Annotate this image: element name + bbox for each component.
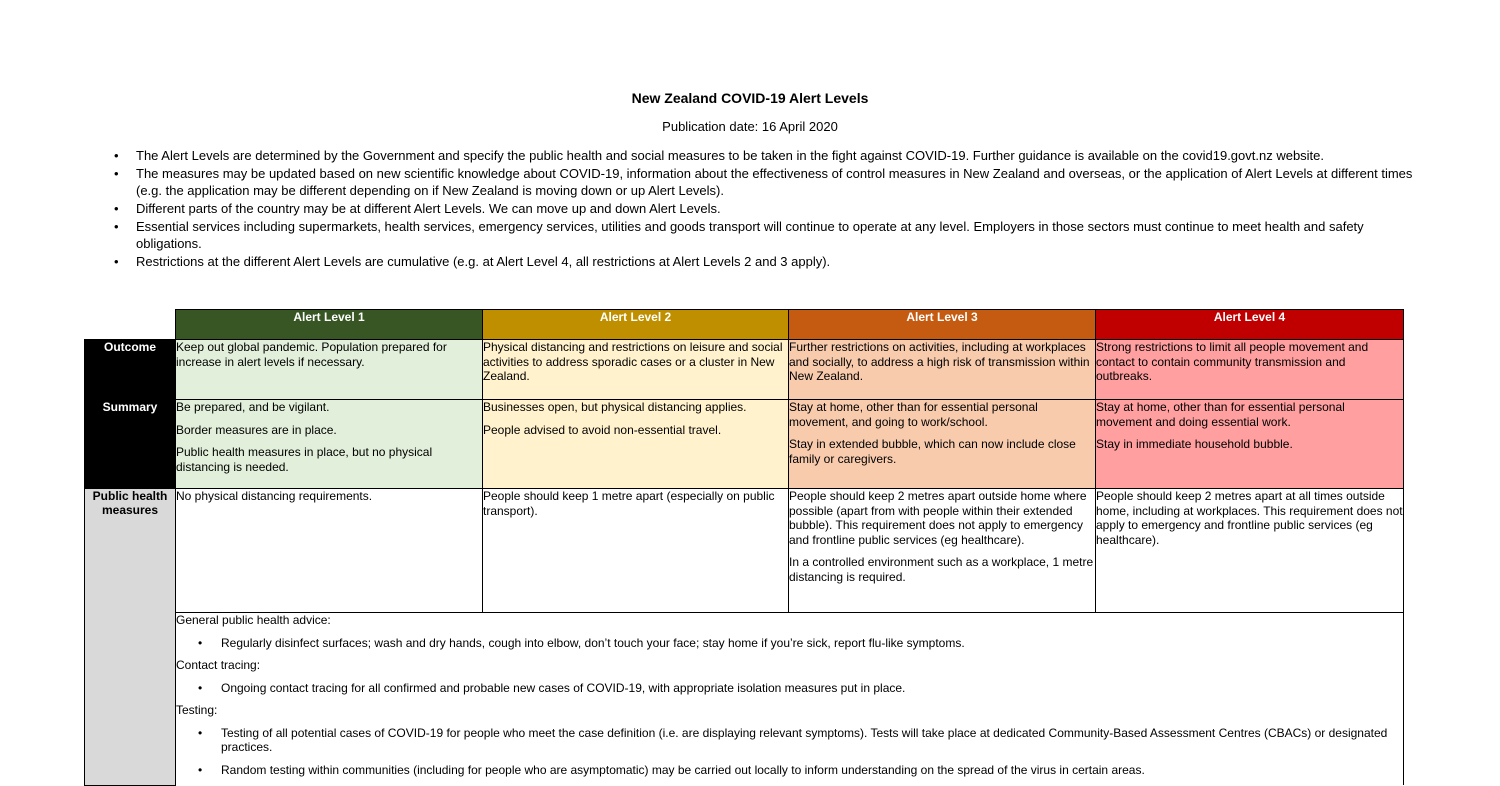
cell-text: Stay at home, other than for essential personal movement and doing essential work.	[1096, 400, 1345, 429]
cell-text: People should keep 1 metre apart (especially on public transport).	[483, 489, 775, 518]
cell-text: Public health measures in place, but no physical distancing is needed.	[176, 445, 433, 474]
cell-text: Strong restrictions to limit all people movement and contact to contain community transmission and outbreaks.	[1096, 340, 1369, 383]
document-title: New Zealand COVID-19 Alert Levels	[631, 90, 869, 106]
table-row-public-health	[85, 489, 1404, 613]
cell-text: Physical distancing and restrictions on leisure and social activities to address sporadic cases or a cluster in New Zealand.	[483, 340, 783, 383]
row-label-summary: Summary	[85, 400, 176, 489]
cell-text: Keep out global pandemic. Population prepared for increase in alert levels if necessary.	[176, 340, 447, 369]
list-item: • Random testing within communities (including for people who are asymptomatic) may be carried out locally to inform understanding on the spread of the virus in certain areas.	[176, 763, 1403, 778]
list-item: • Ongoing contact tracing for all confirmed and probable new cases of COVID-19, with appropriate isolation measures put in place.	[176, 681, 1403, 696]
summary-level-1-cell	[176, 400, 483, 489]
outcome-level-2-cell	[483, 340, 789, 400]
summary-level-3-cell	[789, 400, 1096, 489]
table-row-outcome	[85, 340, 1404, 400]
general-advice-heading: General public health advice:	[176, 613, 331, 627]
table-row-summary	[85, 400, 1404, 489]
list-item: • Regularly disinfect surfaces; wash and dry hands, cough into elbow, don’t touch your face; stay home if you’re sick, report flu-like symptoms.	[176, 636, 1403, 651]
cell-text: Stay at home, other than for essential personal movement, and going to work/school.	[789, 400, 1038, 429]
table-corner	[85, 310, 176, 340]
cell-text: People should keep 2 metres apart at all times outside home, including at workplaces. This requirement does not apply to emergency and frontline public services (eg healthcare).	[1096, 489, 1403, 547]
general-advice-list	[176, 636, 1403, 651]
row-label-outcome: Outcome	[85, 340, 176, 400]
intro-bullet: • Essential services including supermarkets, health services, emergency services, utilities and goods transport will continue to operate at any level. Employers in those sectors must continue to meet health and safety obligations.	[110, 218, 1415, 252]
intro-bullet: • The measures may be updated based on new scientific knowledge about COVID-19, information about the effectiveness of control measures in New Zealand and overseas, or the application of Alert Levels at different times (e.g. the application may be different depending on if New Zealand is moving down or up Alert Levels).	[110, 165, 1415, 199]
public-health-level-1-cell	[176, 489, 483, 613]
summary-level-2-cell	[483, 400, 789, 489]
cell-text: Be prepared, and be vigilant.	[176, 400, 330, 414]
outcome-level-1-cell	[176, 340, 483, 400]
publication-date: Publication date: 16 April 2020	[662, 119, 838, 134]
outcome-level-4-cell	[1096, 340, 1404, 400]
intro-bullet: • Different parts of the country may be at different Alert Levels. We can move up and down Alert Levels.	[110, 200, 1415, 217]
outcome-level-3-cell	[789, 340, 1096, 400]
row-label-public-health: Public health measures	[85, 489, 176, 786]
header-alert-level-4: Alert Level 4	[1096, 310, 1404, 340]
cell-text: Further restrictions on activities, including at workplaces and socially, to address a high risk of transmission within New Zealand.	[789, 340, 1090, 383]
cell-text: People advised to avoid non-essential travel.	[483, 422, 722, 437]
intro-bullet: • The Alert Levels are determined by the Government and specify the public health and social measures to be taken in the fight against COVID-19. Further guidance is available on the covid19.govt.nz website.	[110, 147, 1415, 164]
testing-list	[176, 726, 1403, 778]
header-alert-level-1: Alert Level 1	[176, 310, 483, 340]
intro-bullet-list	[110, 147, 1415, 271]
cell-text: Businesses open, but physical distancing applies.	[483, 400, 747, 414]
table-row-general-advice	[85, 613, 1404, 786]
public-health-level-4-cell	[1096, 489, 1404, 613]
intro-bullet: • Restrictions at the different Alert Levels are cumulative (e.g. at Alert Level 4, all restrictions at Alert Levels 2 and 3 apply).	[110, 253, 1415, 270]
header-alert-level-3: Alert Level 3	[789, 310, 1096, 340]
public-health-level-3-cell	[789, 489, 1096, 613]
alert-levels-table	[84, 309, 1404, 786]
header-alert-level-2: Alert Level 2	[483, 310, 789, 340]
summary-level-4-cell	[1096, 400, 1404, 489]
cell-text: In a controlled environment such as a workplace, 1 metre distancing is required.	[789, 555, 1094, 584]
contact-tracing-list	[176, 681, 1403, 696]
contact-tracing-heading: Contact tracing:	[176, 658, 261, 672]
cell-text: No physical distancing requirements.	[176, 489, 373, 503]
cell-text: People should keep 2 metres apart outside home where possible (apart from with people within their extended bubble). This requirement does not apply to emergency and frontline public services (eg healthcare).	[789, 489, 1087, 547]
list-item: • Testing of all potential cases of COVID-19 for people who meet the case definition (i.e. are displaying relevant symptoms). Tests will take place at dedicated Community-Based Assessment Centres (CBACs) or designated practices.	[176, 726, 1403, 755]
cell-text: Border measures are in place.	[176, 422, 337, 437]
table-header-row	[85, 310, 1404, 340]
general-advice-cell	[176, 613, 1404, 786]
public-health-level-2-cell	[483, 489, 789, 613]
cell-text: Stay in extended bubble, which can now include close family or caregivers.	[789, 437, 1076, 466]
cell-text: Stay in immediate household bubble.	[1096, 437, 1293, 451]
testing-heading: Testing:	[176, 703, 218, 717]
